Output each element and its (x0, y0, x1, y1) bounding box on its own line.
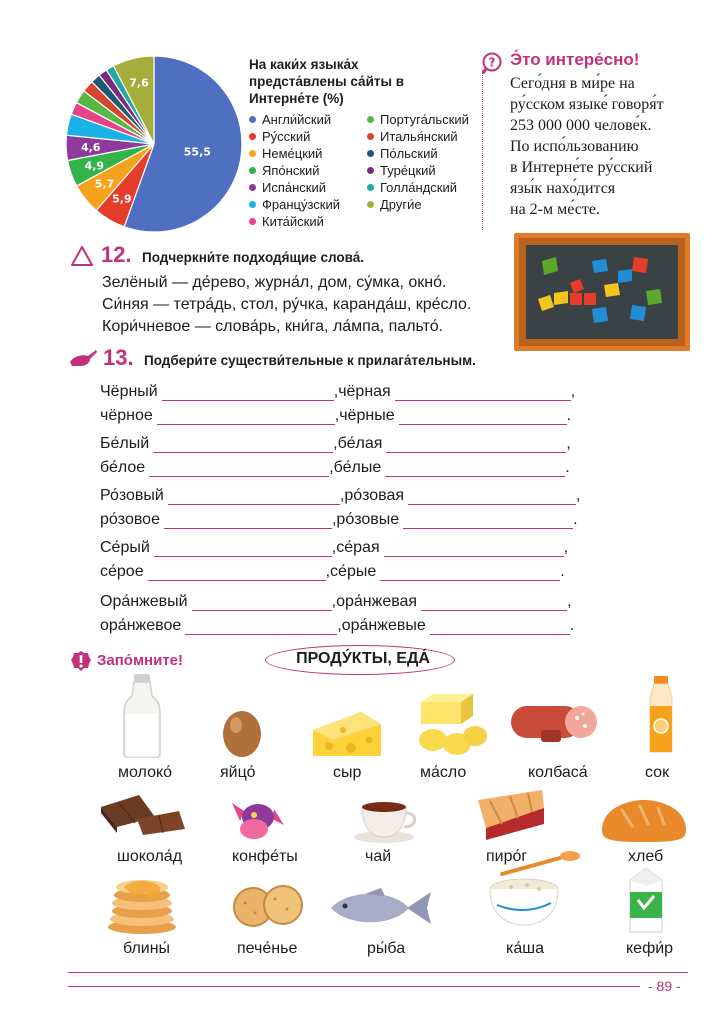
pie-slice-label: 4,6 (80, 140, 101, 154)
legend-item: Други́е (367, 196, 485, 213)
adjective-word: чёрное (100, 407, 153, 424)
food-label-kefir: кефи́р (626, 940, 674, 957)
adjective-word: Бе́лый (100, 435, 150, 452)
spoon-illustration (498, 850, 582, 878)
answer-blank[interactable] (162, 387, 334, 401)
answer-blank[interactable] (154, 543, 332, 557)
food-label-fish: ры́ба (367, 940, 406, 957)
cheese-illustration (311, 710, 383, 758)
answer-blank[interactable] (380, 567, 560, 581)
adjective-word: ора́нжевые (341, 617, 426, 634)
row-end-punctuation: . (569, 617, 575, 634)
exercise-12-line: Кори́чневое — слова́рь, кни́га, ла́мпа, пальто́. (102, 318, 444, 335)
legend-item: Испа́нский (249, 179, 367, 196)
question-magnifier-icon (482, 52, 504, 74)
legend-item: Кита́йский (249, 213, 367, 230)
answer-blank[interactable] (153, 439, 333, 453)
cookies-illustration (231, 885, 307, 927)
legend-item: Неме́цкий (249, 145, 367, 162)
legend-dot (249, 167, 256, 174)
footer-line-top (68, 972, 688, 973)
pancakes-illustration (104, 875, 180, 935)
row-end-punctuation: , (566, 435, 571, 452)
adjective-word: бе́лая (337, 435, 383, 452)
exercise-13-row (100, 537, 600, 557)
svg-text:?: ? (488, 55, 496, 70)
exercise-12-lines (102, 272, 471, 338)
internet-languages-pie-chart (64, 54, 244, 234)
candy-illustration (230, 795, 286, 843)
porridge-bowl-illustration (487, 875, 561, 927)
legend-dot (249, 218, 256, 225)
legend-item: Англи́йский (249, 111, 367, 128)
row-end-punctuation: . (573, 511, 578, 528)
chocolate-illustration (99, 793, 187, 837)
legend-dot (367, 167, 374, 174)
pie-slice-label: 7,6 (129, 76, 149, 90)
butter-illustration (413, 692, 489, 758)
answer-blank[interactable] (157, 411, 335, 425)
food-label-pie: пиро́г (486, 848, 528, 865)
row-end-punctuation: . (566, 407, 572, 424)
fact-divider (482, 70, 483, 230)
adjective-word: ро́зовые (336, 511, 400, 528)
pie-slice-label: 55,5 (183, 145, 211, 159)
answer-blank[interactable] (148, 567, 326, 581)
bread-illustration (598, 798, 690, 844)
legend-dot (367, 201, 374, 208)
pie-illustration (474, 788, 548, 842)
food-label-butter: ма́сло (420, 764, 467, 781)
fish-illustration (325, 888, 435, 928)
answer-blank[interactable] (395, 387, 571, 401)
adjective-word: ро́зовое (100, 511, 160, 528)
row-end-punctuation: , (563, 539, 569, 556)
tea-cup-illustration (352, 795, 420, 843)
exercise-12-number: 12. (101, 242, 132, 267)
chart-title: На каки́х языка́х предста́влены са́йты в Интерне́те (%) (249, 57, 405, 106)
adjective-word: се́рые (330, 563, 377, 580)
food-label-porridge: ка́ша (506, 940, 544, 957)
row-end-punctuation: , (570, 383, 576, 400)
legend-dot (367, 184, 374, 191)
legend-dot (249, 133, 256, 140)
legend-dot (367, 116, 374, 123)
exercise-13-row (100, 561, 600, 581)
exercise-13-row (100, 405, 600, 425)
exercise-13-row (100, 509, 600, 529)
answer-blank[interactable] (385, 463, 565, 477)
answer-blank[interactable] (192, 597, 332, 611)
food-label-candy: конфе́ты (232, 848, 298, 865)
adjective-word: се́рое (100, 563, 144, 580)
food-label-chocolate: шокола́д (117, 848, 183, 865)
row-end-punctuation: . (560, 563, 565, 580)
comma-separator: , (339, 487, 345, 504)
remember-title: Запо́мните! (97, 652, 184, 669)
page-number: - 89 - (648, 978, 681, 994)
adjective-word: бе́лые (333, 459, 382, 476)
legend-item: Туре́цкий (367, 162, 485, 179)
exercise-13-row (100, 433, 600, 453)
food-label-egg: яйцо́ (220, 764, 256, 781)
pie-slice-label: 5,9 (112, 192, 132, 206)
footer-line-bottom (68, 986, 640, 987)
legend-item: Португа́льский (367, 111, 485, 128)
exercise-12-line: Си́няя — тетра́дь, стол, ру́чка, каранда́ш, кре́сло. (102, 296, 472, 313)
answer-blank[interactable] (185, 621, 337, 635)
legend-column-left (249, 111, 367, 230)
row-end-punctuation: , (567, 593, 572, 610)
answer-blank[interactable] (421, 597, 567, 611)
adjective-word: Се́рый (100, 539, 150, 556)
exercise-13-row (100, 381, 600, 401)
adjective-word: се́рая (336, 539, 380, 556)
kefir-carton-illustration (626, 866, 666, 934)
answer-blank[interactable] (384, 543, 564, 557)
legend-dot (249, 116, 256, 123)
exercise-13-row (100, 457, 600, 477)
food-label-milk: молоко́ (118, 764, 173, 781)
answer-blank[interactable] (386, 439, 566, 453)
adjective-word: Ро́зовый (100, 487, 164, 504)
adjective-word: ро́зовая (344, 487, 405, 504)
food-label-juice: сок (645, 764, 670, 781)
exercise-13-number: 13. (103, 345, 134, 370)
legend-item: Ру́сский (249, 128, 367, 145)
legend-dot (367, 150, 374, 157)
food-label-pancakes: блины́ (123, 940, 171, 957)
food-label-sausage: колбаса́ (528, 764, 588, 781)
exercise-12-line: Зелёный — де́рево, журна́л, дом, су́мка, окно́. (102, 274, 447, 291)
chart-legend (249, 111, 489, 230)
row-end-punctuation: . (565, 459, 570, 476)
chalkboard-illustration (514, 233, 690, 351)
adjective-word: ора́нжевая (336, 593, 418, 610)
exercise-13-title: Подбери́те существи́тельные к прилага́тельным. (144, 353, 476, 368)
adjective-word: ора́нжевое (100, 617, 182, 634)
egg-illustration (221, 708, 263, 758)
answer-blank[interactable] (403, 515, 573, 529)
exercise-12-title: Подчеркни́те подходя́щие слова́. (142, 250, 364, 265)
adjective-word: бе́лое (100, 459, 146, 476)
answer-blank[interactable] (399, 411, 567, 425)
legend-item: Италья́нский (367, 128, 485, 145)
comma-separator: , (333, 435, 338, 452)
legend-dot (249, 201, 256, 208)
legend-dot (367, 133, 374, 140)
food-label-bread: хлеб (628, 848, 664, 865)
writing-hand-icon (68, 348, 98, 368)
answer-blank[interactable] (149, 463, 329, 477)
food-label-tea: чай (365, 848, 392, 865)
food-label-cookies: пече́нье (237, 940, 298, 957)
legend-item: Голла́ндский (367, 179, 485, 196)
comma-separator: , (333, 383, 339, 400)
adjective-word: чёрная (338, 383, 391, 400)
answer-blank[interactable] (430, 621, 570, 635)
exercise-13-row (100, 485, 600, 505)
fact-text: Сего́дня в ми́ре на ру́сском языке́ говоря́т 253 000 000 челове́к. По испо́льзованию в Интерне́те ру́сский язы́к нахо́дится на 2-м ме́сте. (510, 75, 664, 218)
milk-bottle-illustration (122, 674, 162, 758)
comma-separator: , (331, 539, 337, 556)
food-heading: ПРОДУ́КТЫ, ЕДА́ (296, 650, 430, 667)
comma-separator: , (329, 459, 334, 476)
food-label-cheese: сыр (333, 764, 362, 781)
comma-separator: , (331, 593, 337, 610)
adjective-word: чёрные (339, 407, 395, 424)
row-end-punctuation: , (576, 487, 581, 504)
answer-blank[interactable] (168, 491, 340, 505)
answer-blank[interactable] (408, 491, 576, 505)
fact-title: Э́то интере́сно! (510, 50, 640, 69)
triangle-icon (70, 245, 94, 267)
legend-item: По́льский (367, 145, 485, 162)
legend-item: Япо́нский (249, 162, 367, 179)
juice-bottle-illustration (644, 676, 678, 754)
exercise-13-row (100, 615, 600, 635)
legend-column-right (367, 111, 485, 230)
pie-slice-label: 5,7 (94, 177, 115, 191)
pie-slice-label: 4,9 (84, 159, 105, 173)
exercise-13-row (100, 591, 600, 611)
legend-dot (249, 150, 256, 157)
legend-item: Францу́зский (249, 196, 367, 213)
comma-separator: , (334, 407, 340, 424)
comma-separator: , (331, 511, 337, 528)
answer-blank[interactable] (164, 515, 332, 529)
exclamation-icon (70, 650, 92, 672)
sausage-illustration (509, 700, 601, 744)
adjective-word: Чёрный (100, 383, 158, 400)
adjective-word: Ора́нжевый (100, 593, 188, 610)
comma-separator: , (337, 617, 342, 634)
legend-dot (249, 184, 256, 191)
comma-separator: , (325, 563, 331, 580)
